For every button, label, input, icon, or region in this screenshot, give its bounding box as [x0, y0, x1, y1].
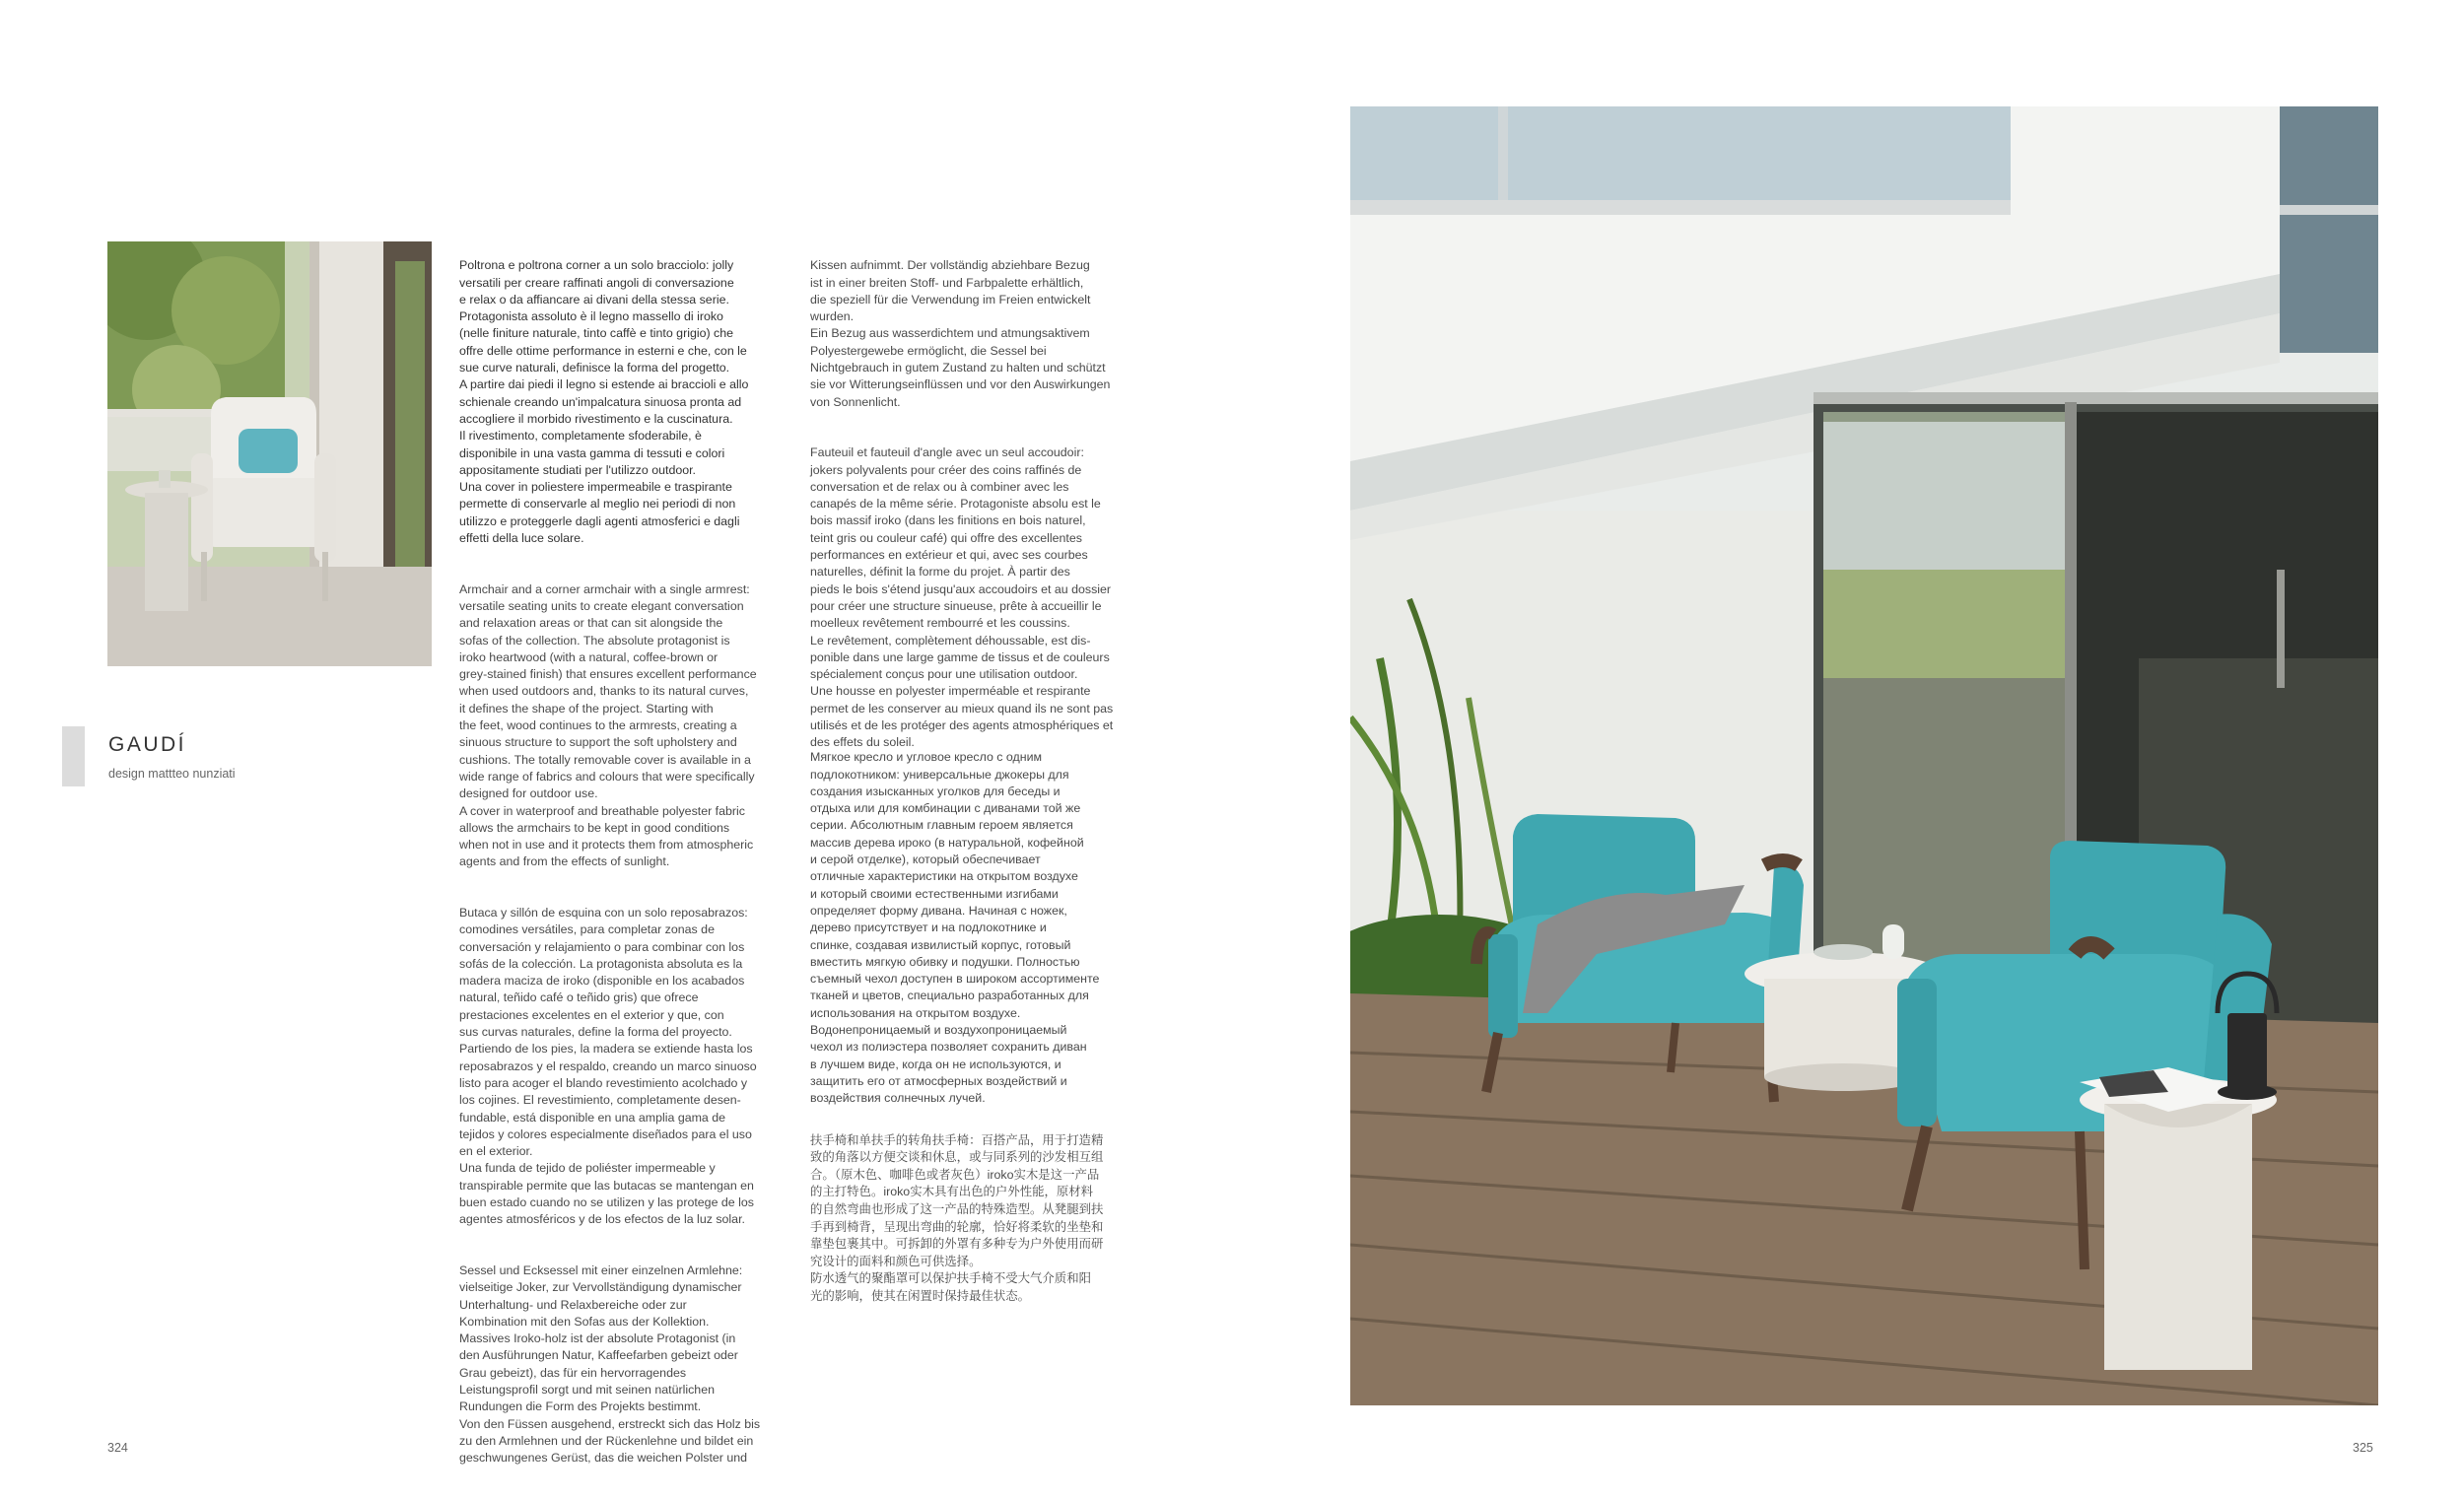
text-spanish: Butaca y sillón de esquina con un solo reposabrazos: comodines versátiles, para completar zonas de conversación y relajamiento o para combinar con los sofás de la colección. La protagonista absoluta es la madera maciza de iroko (disponible en los acabados natural, teñido café o teñido gris) que ofrece prestaciones excelentes en el exterior y que, con sus curvas naturales, define la forma del proyecto. Partiendo de los pies, la madera se extiende hasta los reposabrazos y el respaldo, creando un marco sinuoso listo para acoger el blando revestimiento acolchado y los cojines. El revestimiento, completamente desen- fundable, está disponible en una amplia gama de tejidos y colores especialmente diseñados para el uso en el exterior. Una funda de tejido de poliéster impermeable y transpirable permite que las butacas se mantengan en buen estado cuando no se utilizen y las protege de los agentes atmosféricos y de los efectos de la luz solar. [459, 905, 757, 1227]
text-column-2 [810, 240, 1135, 785]
page-number-right: 325 [2353, 1441, 2373, 1455]
title-accent-bar [62, 726, 85, 786]
left-product-photo [107, 241, 432, 666]
text-english: Armchair and a corner armchair with a single armrest: versatile seating units to create elegant conversation and relaxation areas or that can sit alongside the sofas of the collection. The absolute protagonist is iroko heartwood (with a natural, coffee-brown or grey-stained finish) that ensures excellent performance when used outdoors and, thanks to its natural curves, it defines the shape of the project. Starting with the feet, wood continues to the armrests, creating a sinuous structure to support the soft upholstery and cushions. The totally removable cover is available in a wide range of fabrics and colours that were specifically designed for outdoor use. A cover in waterproof and breathable polyester fabric allows the armchairs to be kept in good conditions when not in use and it protects them from atmospheric agents and from the effects of sunlight. [459, 581, 757, 869]
text-russian: Мягкое кресло и угловое кресло с одним подлокотником: универсальные джокеры для создания изысканных уголков для беседы и отдыха или для комбинации с диванами той же серии. Абсолютным главным героем является массив дерева ироко (в натуральной, кофейной и серой отделке), который обеспечивает отличные характеристики на открытом воздухе и который своими естественными изгибами определяет форму дивана. Начиная с ножек, дерево присутствует и на подлокотнике и спинке, создавая извилистый корпус, готовый вместить мягкую обивку и подушки. Полностью съемный чехол доступен в широком ассортименте тканей и цветов, специально разработанных для использования на открытом воздухе. Водонепроницаемый и воздухопроницаемый чехол из полиэстера позволяет сохранить диван в лучшем виде, когда он не используются, и защитить его от атмосферных воздействий и воздействия солнечных лучей. [810, 750, 1100, 1106]
text-chinese: 扶手椅和单扶手的转角扶手椅：百搭产品，用于打造精 致的角落以方便交谈和休息，或与同系列的沙发相互组 合。（原木色、咖啡色或者灰色）iroko实木是这一产品 的主打特色。iroko实木具有出色的户外性能，原材料 的自然弯曲也形成了这一产品的特殊造型。从凳腿到扶 手再到椅背，呈现出弯曲的轮廓，恰好将柔软的坐垫和 靠垫包裹其中。可拆卸的外罩有多种专为户外使用而研 究设计的面料和颜色可供选择。 防水透气的聚酯罩可以保护扶手椅不受大气介质和阳 光的影响，使其在闲置时保持最佳状态。 [810, 1132, 1104, 1303]
right-scene-photo [1350, 106, 2378, 1405]
designer-credit: design mattteo nunziati [108, 767, 236, 781]
text-column-4 [810, 1115, 1135, 1339]
text-column-3 [810, 732, 1135, 1141]
product-title: GAUDÍ [108, 733, 187, 756]
text-german-continued: Kissen aufnimmt. Der vollständig abziehbare Bezug ist in einer breiten Stoff- und Farbpalette erhältlich, die speziell für die Verwendung im Freien entwickelt wurden. Ein Bezug aus wasserdichtem und atmungsaktivem Polyestergewebe ermöglicht, die Sessel bei Nichtgebrauch in gutem Zustand zu halten und schützt sie vor Witterungseinflüssen und vor den Auswirkungen von Sonnenlicht. [810, 258, 1111, 409]
text-french: Fauteuil et fauteuil d'angle avec un seul accoudoir: jokers polyvalents pour créer des coins raffinés de conversation et de relax ou à combiner avec les canapés de la même série. Protagoniste absolu est le bois massif iroko (dans les finitions en bois naturel, teint gris ou couleur café) qui offre des excellentes performances en extérieur et qui, avec ses courbes naturelles, définit la forme du projet. À partir des pieds le bois s'étend jusqu'aux accoudoirs et au dossier pour créer une structure sinueuse, prête à accueillir le moelleux revêtement rembourré et les coussins. Le revêtement, complètement déhoussable, est dis- ponible dans une large gamme de tissus et de couleurs spécialement conçus pour une utilisation outdoor. Une housse en polyester imperméable et respirante permet de les conserver au mieux quand ils ne sont pas utilisés et de les protéger des agents atmosphériques et des effets du soleil. [810, 445, 1114, 750]
text-italian: Poltrona e poltrona corner a un solo bracciolo: jolly versatili per creare raffinati angoli di conversazione e relax o da affiancare ai divani della stessa serie. Protagonista assoluto è il legno massello di iroko (nelle finiture naturale, tinto caffè e tinto grigio) che offre delle ottime performance in esterni e che, con le sue curve naturali, definisce la forma del progetto. A partire dai piedi il legno si estende ai braccioli e allo schienale creando un'impalcatura sinuosa pronta ad accogliere il morbido rivestimento e la cuscinatura. Il rivestimento, completamente sfoderabile, è disponibile in una vasta gamma di tessuti e colori appositamente studiati per l'utilizzo outdoor. Una cover in poliestere impermeabile e traspirante permette di conservarle al meglio nei periodi di non utilizzo e proteggerle dagli agenti atmosferici e dagli effetti della luce solare. [459, 258, 749, 546]
text-column-1 [459, 240, 785, 1501]
text-german: Sessel und Ecksessel mit einer einzelnen Armlehne: vielseitige Joker, zur Vervollständigung dynamischer Unterhaltung- und Relaxbereiche oder zur Kombination mit den Sofas aus der Kollektion. Massives Iroko-holz ist der absolute Protagonist (in den Ausführungen Natur, Kaffeefarben gebeizt oder Grau gebeizt), das für ein hervorragendes Leistungsprofil sorgt und mit seinen natürlichen Rundungen die Form des Projekts bestimmt. Von den Füssen ausgehend, erstreckt sich das Holz bis zu den Armlehnen und der Rückenlehne und bildet ein geschwungenes Gerüst, das die weichen Polster und [459, 1262, 761, 1466]
page-number-left: 324 [107, 1441, 128, 1455]
